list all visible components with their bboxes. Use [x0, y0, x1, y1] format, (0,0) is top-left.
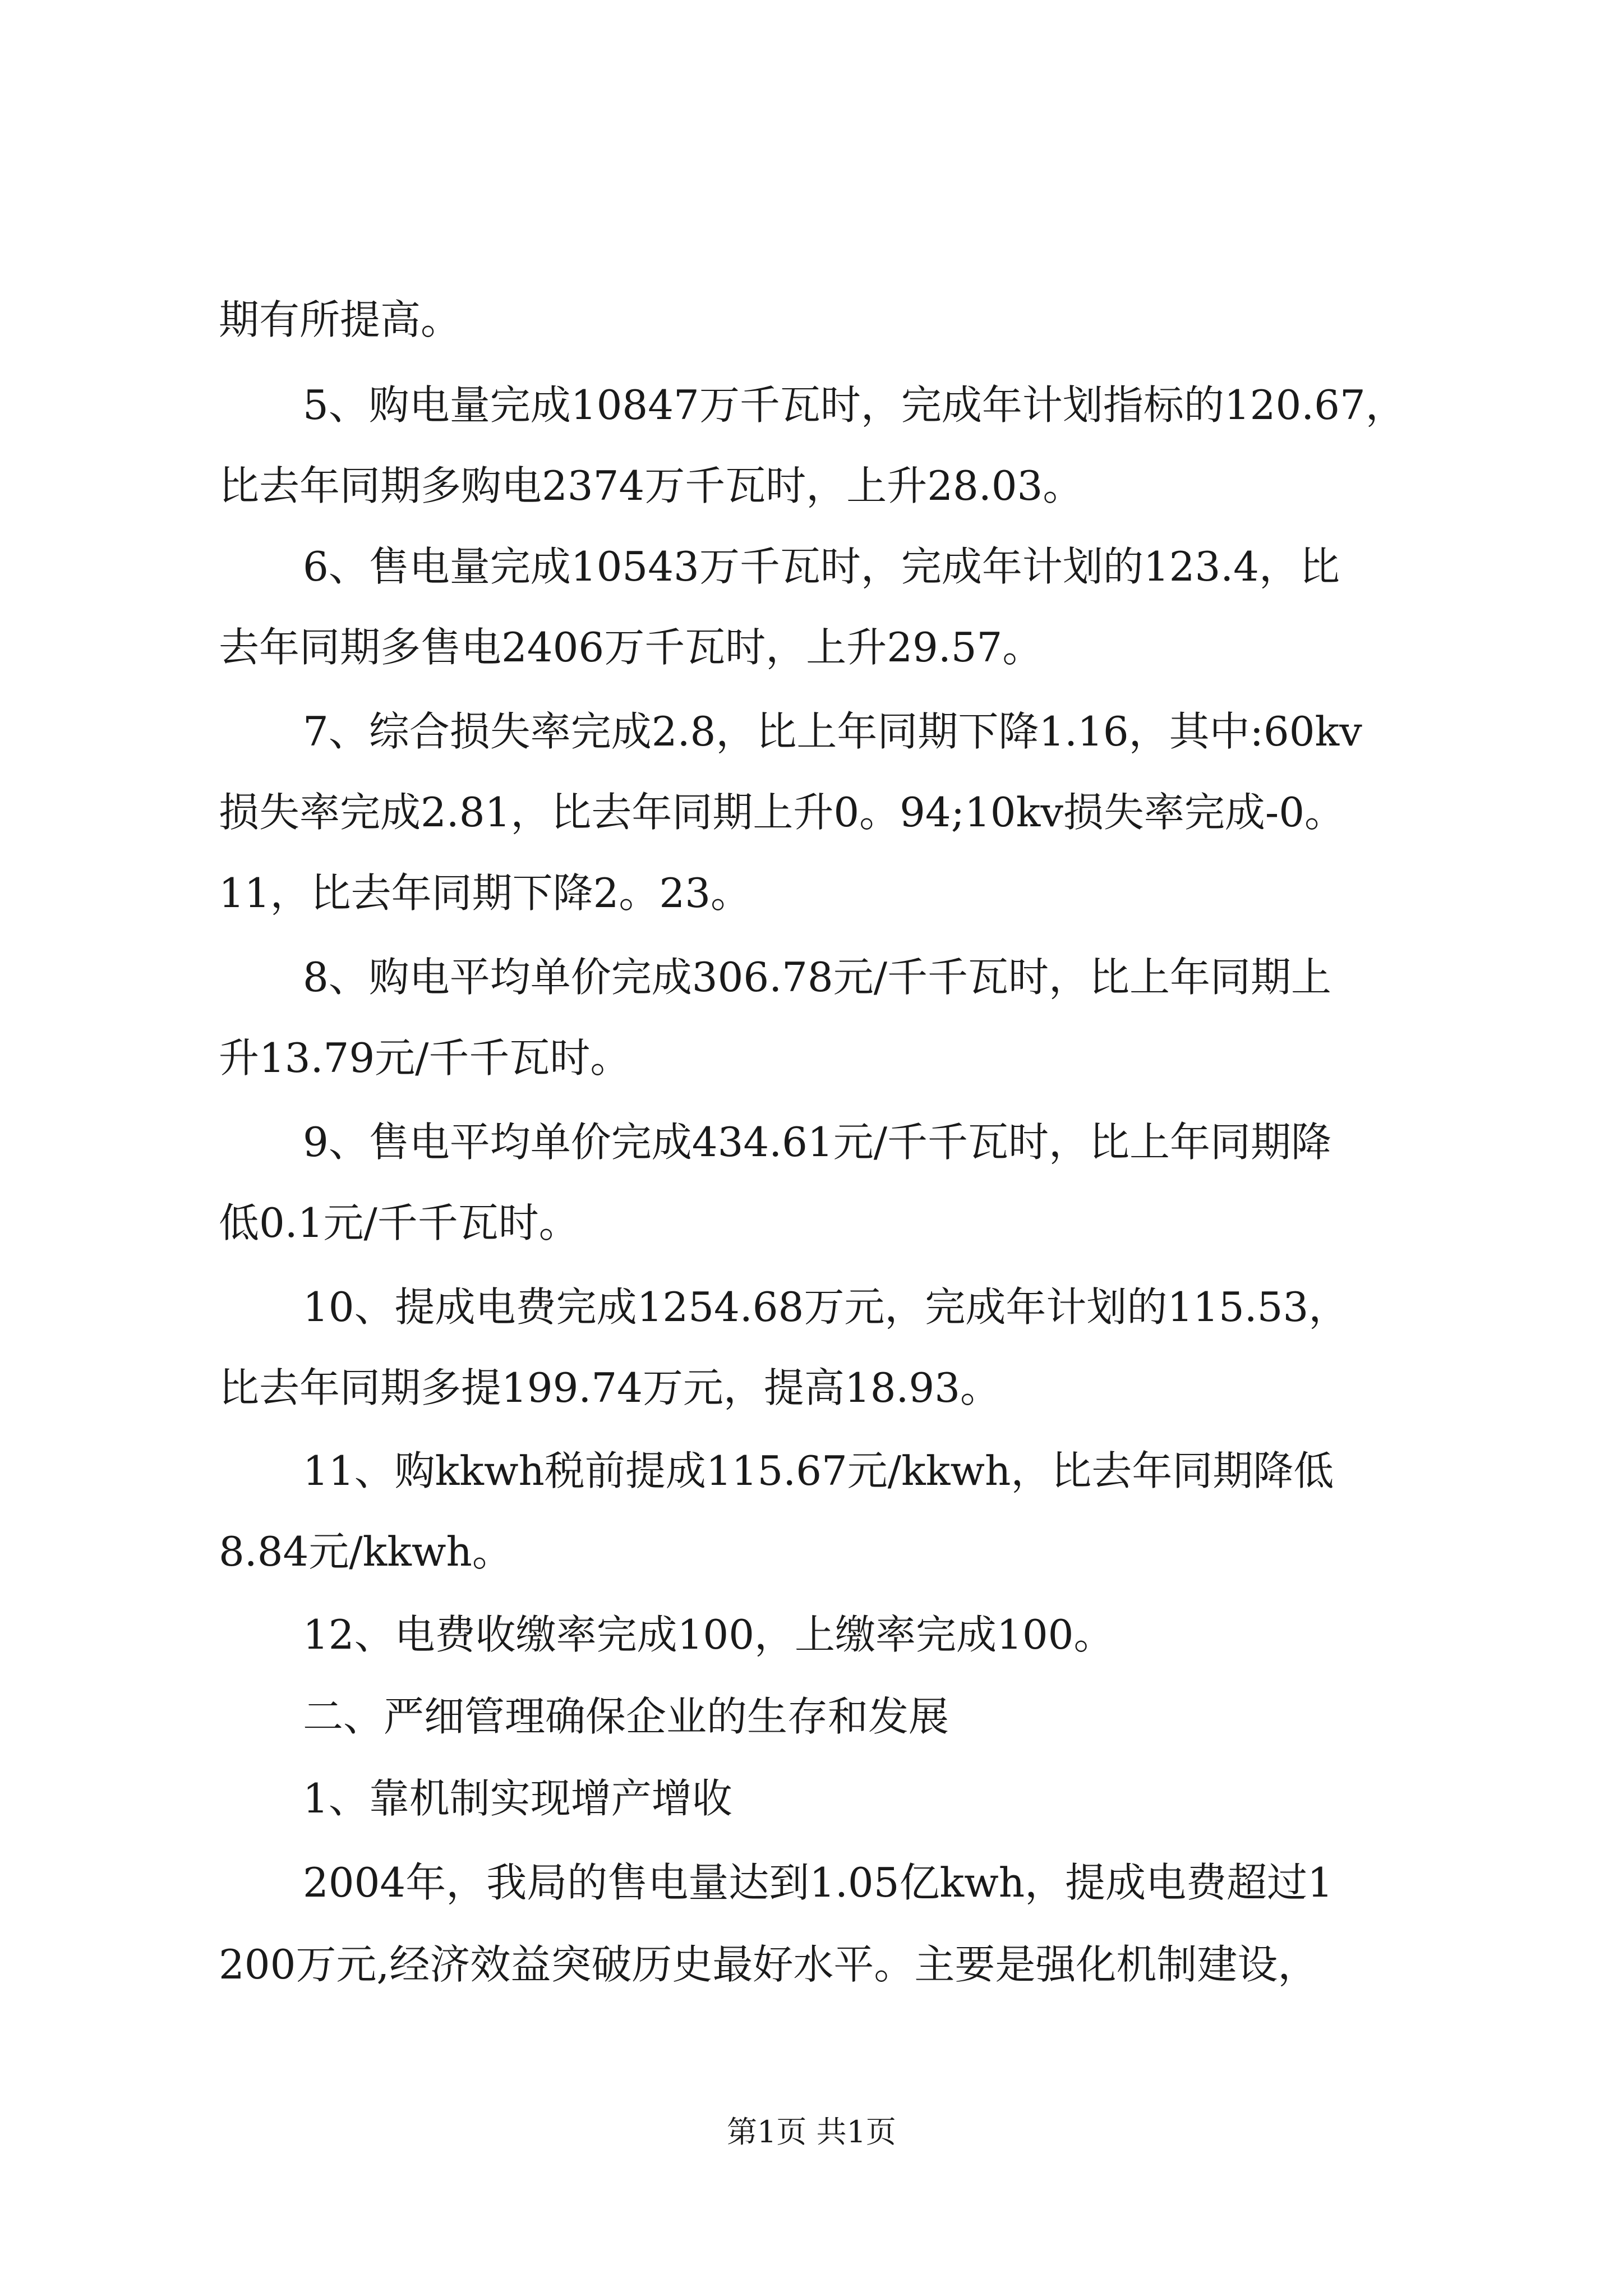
- text-line: 1、靠机制实现增产增收: [303, 1775, 732, 1822]
- text-line: 比去年同期多提199.74万元，提高18.93。: [219, 1364, 1001, 1411]
- text-line: 升13.79元/千千瓦时。: [219, 1034, 631, 1082]
- text-line: 200万元,经济效益突破历史最好水平。主要是强化机制建设，: [219, 1941, 1318, 1988]
- text-line: 9、售电平均单价完成434.61元/千千瓦时，比上年同期降: [303, 1119, 1331, 1166]
- text-line: 6、售电量完成10543万千瓦时，完成年计划的123.4，比: [303, 543, 1340, 590]
- page-footer: 第1页 共1页: [727, 2114, 896, 2150]
- text-line: 11、购kkwh税前提成115.67元/kkwh，比去年同期降低: [303, 1447, 1334, 1494]
- text-line: 比去年同期多购电2374万千瓦时，上升28.03。: [219, 462, 1083, 509]
- text-line: 7、综合损失率完成2.8，比上年同期下降1.16，其中:60kv: [303, 708, 1362, 755]
- text-line: 损失率完成2.81，比去年同期上升0。94;10kv损失率完成-0。: [219, 789, 1345, 836]
- text-line: 2004年，我局的售电量达到1.05亿kwh，提成电费超过1: [303, 1859, 1333, 1906]
- text-line: 期有所提高。: [219, 296, 462, 343]
- text-line: 去年同期多售电2406万千瓦时，上升29.57。: [219, 624, 1043, 671]
- text-line: 11，比去年同期下降2。23。: [219, 869, 751, 917]
- text-line: 12、电费收缴率完成100，上缴率完成100。: [303, 1611, 1114, 1658]
- text-line: 低0.1元/千千瓦时。: [219, 1199, 579, 1246]
- text-line: 二、严细管理确保企业的生存和发展: [303, 1693, 949, 1740]
- text-line: 8、购电平均单价完成306.78元/千千瓦时，比上年同期上: [303, 954, 1331, 1001]
- text-line: 10、提成电费完成1254.68万元，完成年计划的115.53，: [303, 1283, 1349, 1331]
- text-line: 8.84元/kkwh。: [219, 1528, 513, 1575]
- text-line: 5、购电量完成10847万千瓦时，完成年计划指标的120.67，: [303, 381, 1406, 429]
